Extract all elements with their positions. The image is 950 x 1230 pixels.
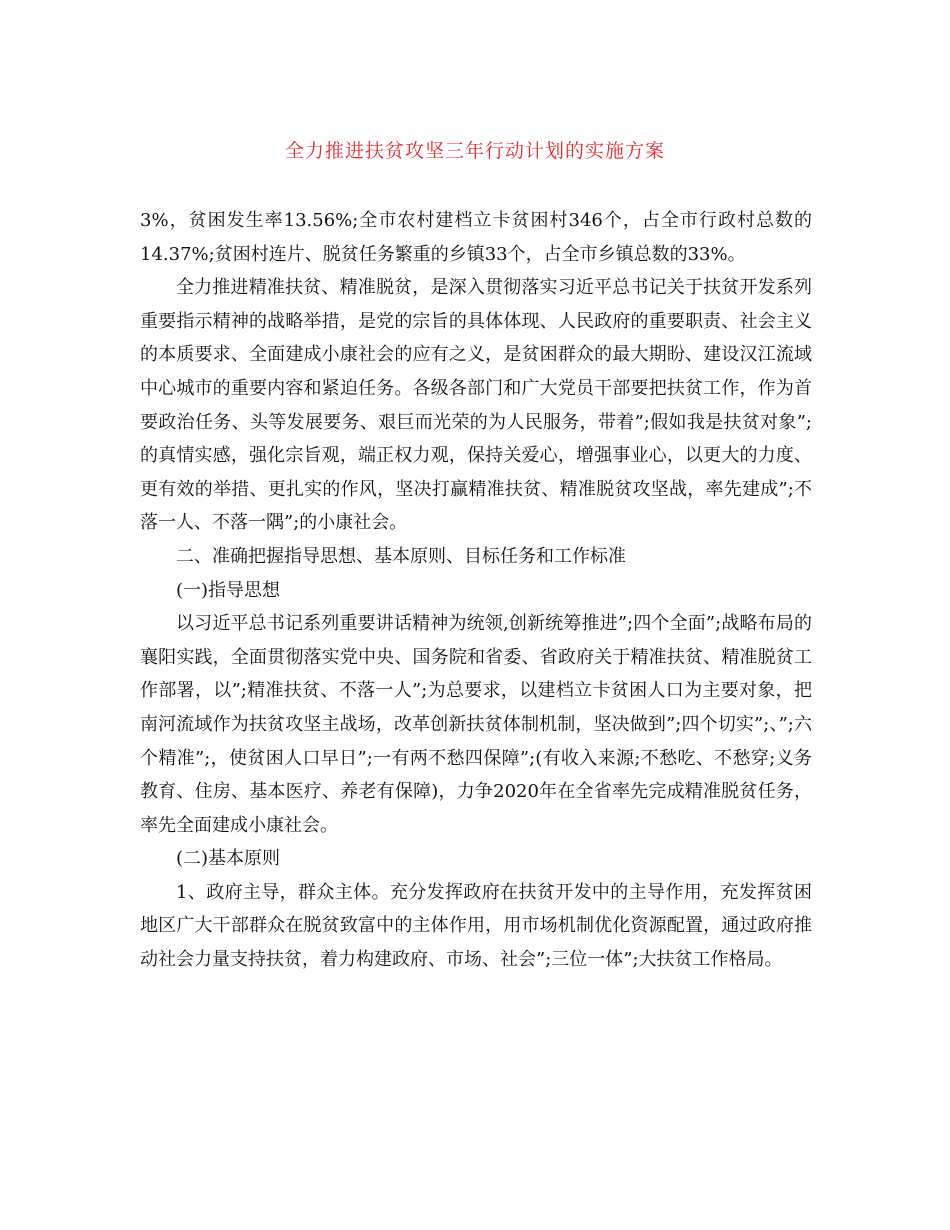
paragraph-body: 1、政府主导，群众主体。充分发挥政府在扶贫开发中的主导作用，充发挥贫困地区广大干部群众在脱贫致富中的主体作用，用市场机制优化资源配置，通过政府推动社会力量支持扶贫，着力构建政府、市场、社会”;三位一体”;大扶贫工作格局。 xyxy=(140,881,812,971)
paragraph-body: 全力推进精准扶贫、精准脱贫，是深入贯彻落实习近平总书记关于扶贫开发系列重要指示精神的战略举措，是党的宗旨的具体体现、人民政府的重要职责、社会主义的本质要求、全面建成小康社会的应有之义，是贫困群众的最大期盼、建设汉江流域中心城市的重要内容和紧迫任务。各级各部门和广大党员干部要把扶贫工作，作为首要政治任务、头等发展要务、艰巨而光荣的为人民服务，带着”;假如我是扶贫对象”;的真情实感，强化宗旨观，端正权力观，保持关爱心，增强事业心，以更大的力度、更有效的举措、更扎实的作风，坚决打赢精准扶贫、精准脱贫攻坚战，率先建成”;不落一人、不落一隅”;的小康社会。 xyxy=(140,277,812,534)
document-body xyxy=(140,204,812,977)
subsection-heading: (二)基本原则 xyxy=(176,848,281,870)
section-heading: 二、准确把握指导思想、基本原则、目标任务和工作标准 xyxy=(176,545,626,567)
paragraph-body: 以习近平总书记系列重要讲话精神为统领,创新统筹推进”;四个全面”;战略布局的襄阳实践，全面贯彻落实党中央、国务院和省委、省政府关于精准扶贫、精准脱贫工作部署，以”;精准扶贫、不落一人”;为总要求，以建档立卡贫困人口为主要对象，把南河流域作为扶贫攻坚主战场，改革创新扶贫体制机制，坚决做到”;四个切实”;、”;六个精准”;，使贫困人口早日”;一有两不愁四保障”;(有收入来源;不愁吃、不愁穿;义务教育、住房、基本医疗、养老有保障)，力争2020年在全省率先完成精准脱贫任务，率先全面建成小康社会。 xyxy=(140,613,812,836)
subsection-heading: (一)指导思想 xyxy=(176,579,281,601)
paragraph-continuation: 3%，贫困发生率13.56%;全市农村建档立卡贫困村346个，占全市行政村总数的14.37%;贫困村连片、脱贫任务繁重的乡镇33个，占全市乡镇总数的33%。 xyxy=(140,210,812,265)
document-title: 全力推进扶贫攻坚三年行动计划的实施方案 xyxy=(284,140,665,162)
